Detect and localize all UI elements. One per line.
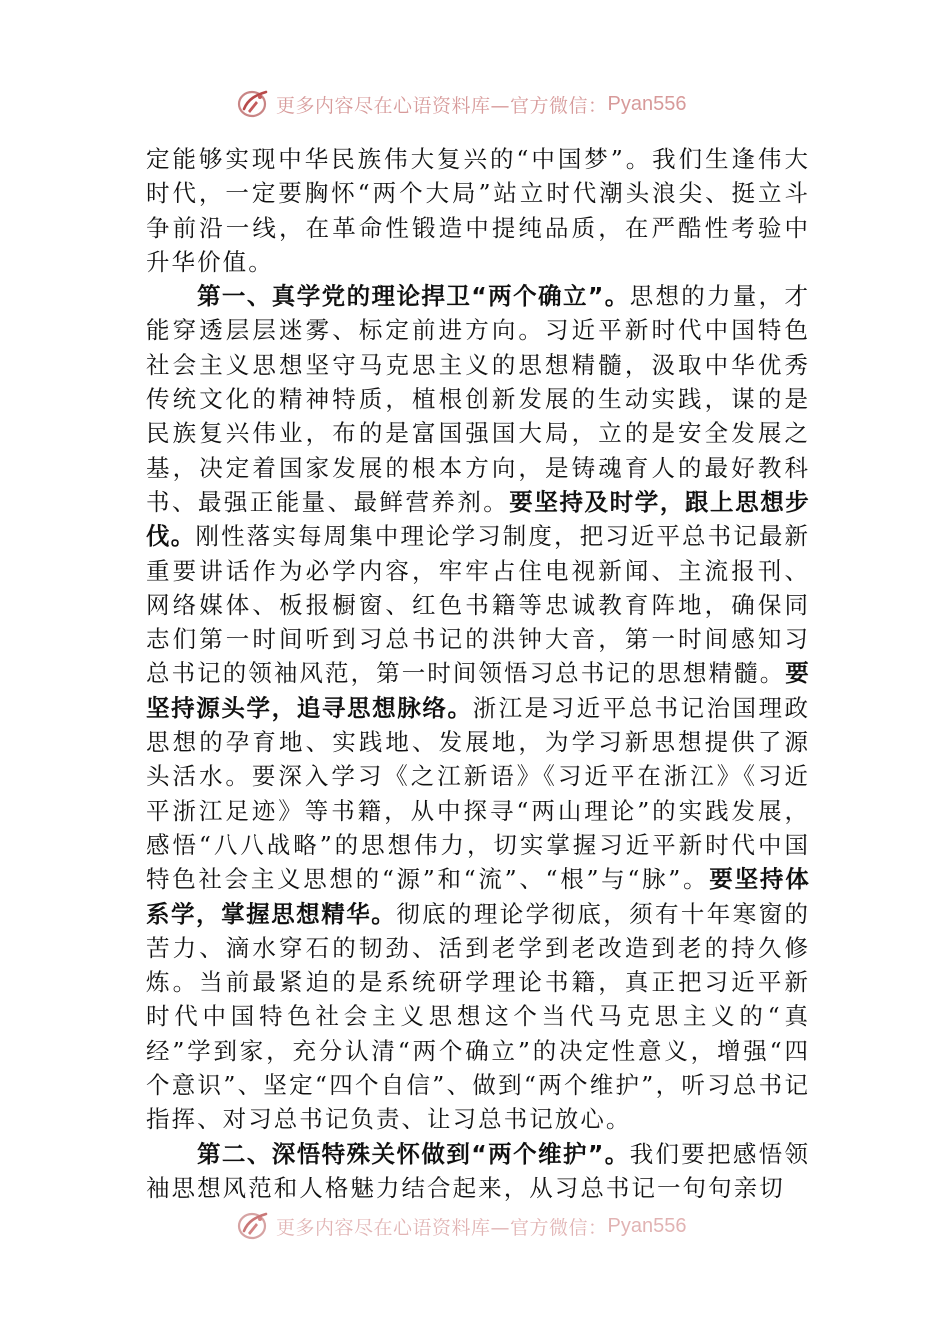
bold-heading-run: 要坚持及时学，跟上思想步伐。 <box>146 487 811 551</box>
watermark-wechat-id: Pyan556 <box>607 1214 687 1237</box>
bold-heading-run: 要坚持源头学，追寻思想脉络。 <box>146 659 810 722</box>
paragraph <box>146 279 810 1136</box>
text-run: 定能够实现中华民族伟大复兴的“中国梦”。我们生逢伟大时代，一定要胸怀“两个大局”站立时代潮头浪尖、挺立斗争前沿一线，在革命性锻造中提纯品质，在严酷性考验中升华价值。 <box>146 145 810 276</box>
watermark-wechat-id: Pyan556 <box>607 92 687 115</box>
paragraph <box>146 1137 810 1206</box>
text-run: 彻底的理论学彻底，须有十年寒窗的苦力、滴水穿石的韧劲、活到老学到老改造到老的持久修炼。当前最紧迫的是系统研学理论书籍，真正把习近平新时代中国特色社会主义思想这个当代马克思主义的“真经”学到家，充分认清“两个确立”的决定性意义，增强“四个意识”、坚定“四个自信”、做到“两个维护”，听习总书记指挥、对习总书记负责、让习总书记放心。 <box>146 899 810 1134</box>
article-body <box>146 142 810 1205</box>
text-run: 思想的力量，才能穿透层层迷雾、标定前进方向。习近平新时代中国特色社会主义思想坚守马克思主义的思想精髓，汲取中华优秀传统文化的精神特质，植根创新发展的生动实践，谋的是民族复兴伟业，布的是富国强国大局，立的是安全发展之基，决定着国家发展的根本方向，是铸魂育人的最好教科书、最强正能量、最鲜营养剂。 <box>146 282 810 516</box>
watermark-footer <box>236 1208 686 1244</box>
text-run: 刚性落实每周集中理论学习制度，把习近平总书记最新重要讲话作为必学内容，牢牢占住电视新闻、主流报刊、网络媒体、板报橱窗、红色书籍等忠诚教育阵地，确保同志们第一时间听到习总书记的洪钟大音，第一时间感知习总书记的领袖风范，第一时间领悟习总书记的思想精髓。 <box>146 522 810 688</box>
text-run: 浙江是习近平总书记治国理政思想的孕育地、实践地、发展地，为学习新思想提供了源头活水。要深入学习《之江新语》《习近平在浙江》《习近平浙江足迹》等书籍，从中探寻“两山理论”的实践发展，感悟“八八战略”的思想伟力，切实掌握习近平新时代中国特色社会主义思想的“源”和“流”、“根”与“脉”。 <box>146 693 810 894</box>
bold-heading-run: 第一、真学党的理论捍卫“两个确立”。 <box>197 282 630 311</box>
pen-logo-icon <box>236 1209 272 1243</box>
watermark-text: 更多内容尽在心语资料库—官方微信： <box>276 94 608 117</box>
watermark-header <box>236 86 686 122</box>
text-run: 我们要把感悟领袖思想风范和人格魅力结合起来，从习总书记一句句亲切 <box>146 1139 810 1202</box>
paragraph <box>146 142 810 279</box>
watermark-text: 更多内容尽在心语资料库—官方微信： <box>276 1216 608 1239</box>
bold-heading-run: 第二、深悟特殊关怀做到“两个维护”。 <box>197 1139 630 1168</box>
pen-logo-icon <box>236 87 272 121</box>
bold-heading-run: 要坚持体系学，掌握思想精华。 <box>146 865 810 928</box>
